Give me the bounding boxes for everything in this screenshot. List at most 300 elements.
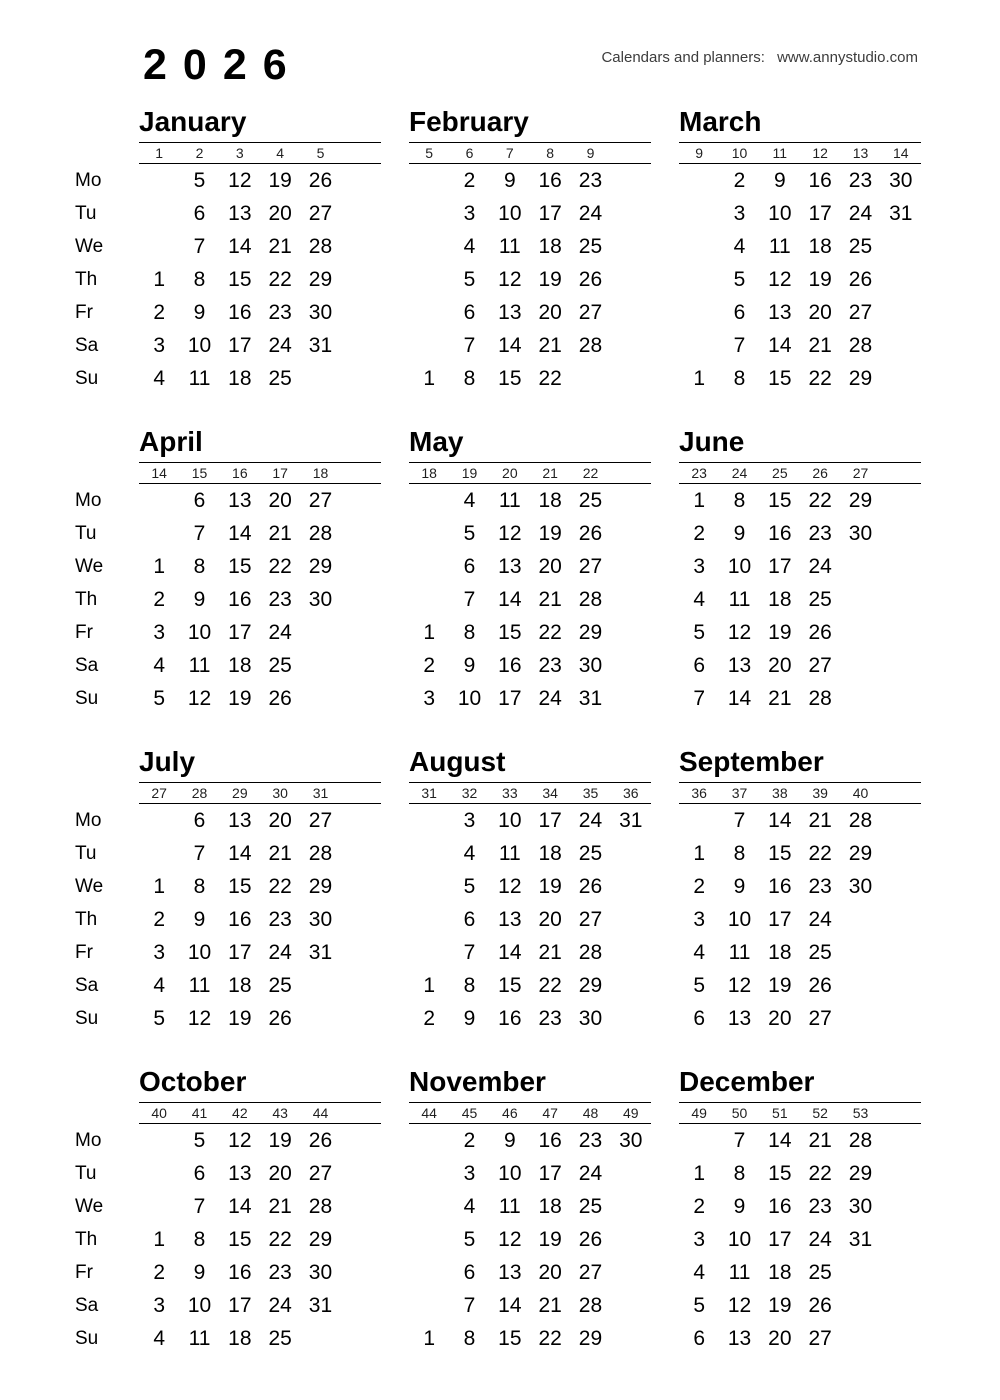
date-cell: 22 <box>538 1327 562 1350</box>
date-cell <box>300 616 340 649</box>
date-cell: 23 <box>538 654 562 677</box>
date-cell <box>679 329 719 362</box>
date-cell: 8 <box>733 842 746 865</box>
date-cell: 9 <box>503 1129 516 1152</box>
week-number-cell <box>341 783 381 803</box>
date-cell <box>881 1223 921 1256</box>
date-cell: 24 <box>578 1162 603 1185</box>
date-cell: 19 <box>228 1007 252 1030</box>
week-number-cell: 18 <box>312 465 329 481</box>
date-cell: 2 <box>153 301 165 324</box>
date-cell <box>611 616 651 649</box>
date-cell <box>341 969 381 1002</box>
date-cell: 20 <box>768 654 792 677</box>
date-cell: 12 <box>727 621 752 644</box>
date-cell: 17 <box>228 621 252 644</box>
date-cell: 4 <box>153 654 165 677</box>
date-cell: 25 <box>848 235 873 258</box>
date-cell: 9 <box>733 1195 746 1218</box>
date-cell <box>341 936 381 969</box>
date-cell: 12 <box>498 522 522 545</box>
dates-row <box>139 583 381 616</box>
dates-row <box>679 969 921 1002</box>
date-cell: 7 <box>193 842 206 865</box>
date-cell: 8 <box>463 974 476 997</box>
date-cell: 11 <box>188 1327 211 1350</box>
date-cell: 14 <box>228 235 252 258</box>
weekday-label-th: Th <box>75 1229 98 1250</box>
date-cell: 17 <box>538 809 562 832</box>
date-cell <box>139 164 179 197</box>
date-cell <box>300 682 340 715</box>
date-cell: 12 <box>498 875 522 898</box>
month-october <box>139 1066 381 1355</box>
date-cell <box>341 583 381 616</box>
date-cell <box>881 230 921 263</box>
date-cell: 7 <box>193 522 206 545</box>
date-cell: 3 <box>153 1294 165 1317</box>
dates-row <box>679 1190 921 1223</box>
date-cell: 31 <box>889 202 913 225</box>
week-number-cell: 27 <box>151 785 167 801</box>
date-cell <box>881 870 921 903</box>
date-cell <box>611 1002 651 1035</box>
date-cell: 23 <box>578 1129 603 1152</box>
dates-row <box>679 1002 921 1035</box>
date-cell: 21 <box>268 522 292 545</box>
date-cell: 9 <box>193 908 206 931</box>
dates-row <box>139 870 381 903</box>
date-cell: 24 <box>808 908 832 931</box>
date-cell: 10 <box>457 687 482 710</box>
week-number-cell: 39 <box>812 785 828 801</box>
date-cell: 17 <box>498 687 522 710</box>
date-cell: 20 <box>538 301 562 324</box>
date-cell: 14 <box>727 687 752 710</box>
dates-row <box>679 1256 921 1289</box>
month-august <box>409 746 651 1035</box>
date-cell: 16 <box>808 169 832 192</box>
date-cell: 8 <box>733 489 746 512</box>
date-cell: 1 <box>423 621 435 644</box>
date-cell: 29 <box>308 875 333 898</box>
weekday-label-mo: Mo <box>75 1130 102 1151</box>
date-cell: 28 <box>808 687 832 710</box>
date-cell: 26 <box>808 621 832 644</box>
date-cell: 24 <box>848 202 873 225</box>
date-cell: 4 <box>693 1261 705 1284</box>
date-cell: 24 <box>268 621 292 644</box>
date-cell: 5 <box>733 268 746 291</box>
date-cell <box>300 362 340 395</box>
week-number-cell: 4 <box>276 145 285 161</box>
date-cell: 17 <box>768 908 792 931</box>
date-cell: 14 <box>228 1195 252 1218</box>
date-cell: 25 <box>808 1261 832 1284</box>
date-cell: 11 <box>498 1195 521 1218</box>
date-cell <box>341 329 381 362</box>
date-cell: 28 <box>308 235 333 258</box>
week-numbers-row <box>139 782 381 804</box>
date-cell: 21 <box>538 941 562 964</box>
date-cell: 18 <box>538 842 562 865</box>
date-cell <box>881 263 921 296</box>
date-cell: 30 <box>308 301 333 324</box>
date-cell <box>341 682 381 715</box>
date-cell: 9 <box>463 654 476 677</box>
date-cell <box>409 164 449 197</box>
date-cell: 9 <box>193 1261 206 1284</box>
dates-row <box>409 682 651 715</box>
date-cell: 23 <box>268 1261 292 1284</box>
date-cell: 30 <box>308 588 333 611</box>
dates-row <box>139 1124 381 1157</box>
dates-row <box>139 263 381 296</box>
date-cell: 29 <box>848 489 873 512</box>
month-title: November <box>409 1066 546 1097</box>
date-cell: 2 <box>153 588 165 611</box>
month-june <box>679 426 921 715</box>
weekday-label-tu: Tu <box>75 203 97 224</box>
date-cell: 26 <box>578 268 603 291</box>
date-cell: 22 <box>538 367 562 390</box>
date-cell: 27 <box>308 489 333 512</box>
date-cell <box>341 550 381 583</box>
date-cell: 13 <box>727 1327 752 1350</box>
date-cell: 6 <box>463 1261 476 1284</box>
date-cell: 26 <box>578 522 603 545</box>
date-cell: 2 <box>153 1261 165 1284</box>
date-cell: 25 <box>268 1327 292 1350</box>
date-cell: 2 <box>423 1007 435 1030</box>
date-cell: 8 <box>463 621 476 644</box>
week-number-cell: 36 <box>691 785 707 801</box>
date-cell: 27 <box>808 1327 832 1350</box>
date-cell: 16 <box>538 169 562 192</box>
date-cell: 19 <box>268 1129 292 1152</box>
date-cell: 2 <box>463 169 476 192</box>
date-cell <box>341 164 381 197</box>
date-cell <box>840 1256 880 1289</box>
week-number-cell: 49 <box>691 1105 707 1121</box>
date-cell: 7 <box>463 334 476 357</box>
date-cell <box>341 484 381 517</box>
date-cell <box>881 1124 921 1157</box>
date-cell: 16 <box>228 908 252 931</box>
date-cell: 9 <box>733 875 746 898</box>
date-cell: 22 <box>538 621 562 644</box>
date-cell: 9 <box>733 522 746 545</box>
date-cell: 25 <box>578 489 603 512</box>
weekday-label-sa: Sa <box>75 655 99 676</box>
weekday-label-we: We <box>75 236 104 257</box>
date-cell <box>139 1124 179 1157</box>
date-cell <box>611 969 651 1002</box>
week-number-cell: 34 <box>542 785 558 801</box>
week-numbers-row <box>139 1102 381 1124</box>
date-cell <box>300 1002 340 1035</box>
date-cell: 11 <box>188 974 211 997</box>
dates-row <box>679 1322 921 1355</box>
week-numbers-row <box>409 1102 651 1124</box>
week-number-cell: 11 <box>772 145 788 161</box>
date-cell: 29 <box>308 555 333 578</box>
week-number-cell <box>341 1103 381 1123</box>
date-cell: 20 <box>768 1007 792 1030</box>
date-cell: 15 <box>228 1228 252 1251</box>
date-cell: 26 <box>308 169 333 192</box>
date-cell: 15 <box>768 1162 792 1185</box>
dates-row <box>679 804 921 837</box>
date-cell: 20 <box>768 1327 792 1350</box>
date-cell: 16 <box>768 522 792 545</box>
month-march <box>679 106 921 395</box>
date-cell: 28 <box>308 1195 333 1218</box>
dates-row <box>409 969 651 1002</box>
month-september <box>679 746 921 1035</box>
dates-row <box>139 1322 381 1355</box>
dates-row <box>679 230 921 263</box>
date-cell: 16 <box>228 1261 252 1284</box>
month-title: December <box>679 1066 815 1097</box>
date-cell: 12 <box>187 1007 212 1030</box>
date-cell: 7 <box>733 334 746 357</box>
date-cell: 21 <box>268 842 292 865</box>
dates-row <box>679 263 921 296</box>
month-title: January <box>139 106 247 137</box>
date-cell <box>611 1157 651 1190</box>
date-cell: 27 <box>578 1261 603 1284</box>
date-cell: 3 <box>423 687 435 710</box>
date-cell <box>611 1223 651 1256</box>
date-cell: 28 <box>578 1294 603 1317</box>
date-cell <box>409 583 449 616</box>
date-cell: 12 <box>727 974 752 997</box>
date-cell: 25 <box>268 974 292 997</box>
date-cell: 5 <box>193 169 206 192</box>
date-cell: 12 <box>498 1228 522 1251</box>
date-cell: 19 <box>538 1228 562 1251</box>
date-cell: 5 <box>463 522 476 545</box>
dates-row <box>409 1322 651 1355</box>
week-number-cell: 24 <box>731 465 748 481</box>
date-cell: 16 <box>498 654 522 677</box>
week-number-cell: 2 <box>195 145 204 161</box>
dates-row <box>409 616 651 649</box>
date-cell: 22 <box>268 555 292 578</box>
date-cell <box>409 296 449 329</box>
date-cell: 11 <box>728 1261 751 1284</box>
date-cell: 2 <box>733 169 746 192</box>
date-cell: 4 <box>153 367 165 390</box>
date-cell: 22 <box>268 268 292 291</box>
dates-row <box>679 682 921 715</box>
date-cell: 7 <box>193 1195 206 1218</box>
date-cell <box>881 583 921 616</box>
date-cell <box>881 1289 921 1322</box>
date-cell: 21 <box>768 687 792 710</box>
date-cell <box>409 197 449 230</box>
date-cell <box>341 1157 381 1190</box>
date-cell: 24 <box>578 202 603 225</box>
date-cell: 30 <box>848 875 873 898</box>
week-number-cell: 30 <box>272 785 288 801</box>
date-cell: 6 <box>463 555 476 578</box>
date-cell: 15 <box>498 621 522 644</box>
week-number-cell: 36 <box>623 785 639 801</box>
week-number-cell: 17 <box>272 465 288 481</box>
dates-row <box>409 936 651 969</box>
date-cell <box>139 837 179 870</box>
date-cell: 12 <box>187 687 212 710</box>
date-cell: 10 <box>498 202 522 225</box>
month-title: August <box>409 746 506 777</box>
date-cell: 19 <box>538 875 562 898</box>
date-cell <box>881 837 921 870</box>
dates-row <box>139 329 381 362</box>
date-cell: 9 <box>463 1007 476 1030</box>
date-cell <box>611 517 651 550</box>
date-cell: 6 <box>193 1162 206 1185</box>
week-number-cell: 26 <box>812 465 828 481</box>
date-cell <box>679 230 719 263</box>
week-number-cell: 32 <box>461 785 478 801</box>
date-cell: 21 <box>808 334 832 357</box>
weekday-label-th: Th <box>75 909 98 930</box>
week-number-cell: 20 <box>502 465 518 481</box>
date-cell: 19 <box>768 974 792 997</box>
date-cell: 13 <box>498 555 522 578</box>
dates-row <box>409 1223 651 1256</box>
date-cell: 1 <box>693 1162 705 1185</box>
dates-row <box>679 197 921 230</box>
date-cell: 18 <box>538 1195 562 1218</box>
date-cell: 8 <box>733 367 746 390</box>
week-number-cell: 38 <box>772 785 788 801</box>
date-cell: 12 <box>768 268 792 291</box>
date-cell: 30 <box>308 1261 333 1284</box>
date-cell: 3 <box>693 555 705 578</box>
date-cell: 21 <box>538 588 562 611</box>
date-cell: 14 <box>498 941 522 964</box>
date-cell <box>611 583 651 616</box>
week-numbers-row <box>679 1102 921 1124</box>
date-cell: 7 <box>463 588 476 611</box>
date-cell: 29 <box>578 974 603 997</box>
date-cell: 28 <box>848 1129 873 1152</box>
date-cell: 25 <box>578 235 603 258</box>
date-cell: 30 <box>889 169 913 192</box>
dates-row <box>409 903 651 936</box>
date-cell: 20 <box>538 555 562 578</box>
date-cell: 1 <box>153 555 165 578</box>
month-may <box>409 426 651 715</box>
date-cell: 23 <box>268 908 292 931</box>
week-number-cell: 23 <box>691 465 707 481</box>
week-number-cell: 35 <box>582 785 599 801</box>
date-cell <box>409 1157 449 1190</box>
date-cell: 8 <box>463 1327 476 1350</box>
dates-row <box>679 484 921 517</box>
date-cell: 2 <box>463 1129 476 1152</box>
dates-row <box>679 903 921 936</box>
date-cell: 21 <box>538 334 562 357</box>
date-cell: 13 <box>768 301 792 324</box>
date-cell <box>840 550 880 583</box>
date-cell: 27 <box>308 202 333 225</box>
weekday-label-su: Su <box>75 368 99 389</box>
date-cell: 10 <box>727 908 752 931</box>
date-cell: 3 <box>463 1162 476 1185</box>
date-cell: 18 <box>808 235 832 258</box>
date-cell: 15 <box>498 367 522 390</box>
date-cell: 3 <box>153 941 165 964</box>
date-cell: 6 <box>693 654 705 677</box>
date-cell <box>341 837 381 870</box>
date-cell <box>139 197 179 230</box>
date-cell: 10 <box>187 334 212 357</box>
date-cell: 1 <box>153 1228 165 1251</box>
month-title: October <box>139 1066 247 1097</box>
dates-row <box>409 197 651 230</box>
dates-row <box>409 550 651 583</box>
date-cell: 5 <box>693 621 705 644</box>
date-cell: 26 <box>578 1228 603 1251</box>
date-cell: 15 <box>228 555 252 578</box>
credit-url-link[interactable]: www.annystudio.com <box>777 49 918 66</box>
date-cell <box>409 263 449 296</box>
week-number-cell <box>881 463 921 483</box>
date-cell <box>139 1190 179 1223</box>
week-numbers-row <box>409 462 651 484</box>
date-cell: 22 <box>538 974 562 997</box>
date-cell: 5 <box>153 1007 165 1030</box>
date-cell: 29 <box>848 367 873 390</box>
date-cell: 2 <box>693 875 705 898</box>
date-cell <box>139 484 179 517</box>
date-cell: 19 <box>228 687 252 710</box>
date-cell: 26 <box>848 268 873 291</box>
date-cell: 27 <box>308 809 333 832</box>
date-cell: 11 <box>498 489 521 512</box>
dates-row <box>409 263 651 296</box>
date-cell: 1 <box>693 842 705 865</box>
date-cell: 16 <box>768 1195 792 1218</box>
week-number-cell: 50 <box>731 1105 748 1121</box>
dates-row <box>139 197 381 230</box>
date-cell <box>611 682 651 715</box>
weekday-label-tu: Tu <box>75 523 97 544</box>
date-cell <box>341 517 381 550</box>
date-cell: 7 <box>463 1294 476 1317</box>
date-cell: 14 <box>498 334 522 357</box>
date-cell: 17 <box>808 202 832 225</box>
date-cell <box>341 903 381 936</box>
date-cell: 4 <box>733 235 746 258</box>
week-number-cell: 3 <box>235 145 244 161</box>
date-cell: 13 <box>498 908 522 931</box>
weekday-label-fr: Fr <box>75 1262 93 1283</box>
date-cell <box>840 616 880 649</box>
date-cell: 19 <box>808 268 832 291</box>
date-cell: 25 <box>268 654 292 677</box>
date-cell: 20 <box>268 202 292 225</box>
weekday-label-we: We <box>75 1196 104 1217</box>
date-cell: 31 <box>308 941 333 964</box>
week-number-cell: 9 <box>586 145 595 161</box>
date-cell: 16 <box>498 1007 522 1030</box>
dates-row <box>679 616 921 649</box>
